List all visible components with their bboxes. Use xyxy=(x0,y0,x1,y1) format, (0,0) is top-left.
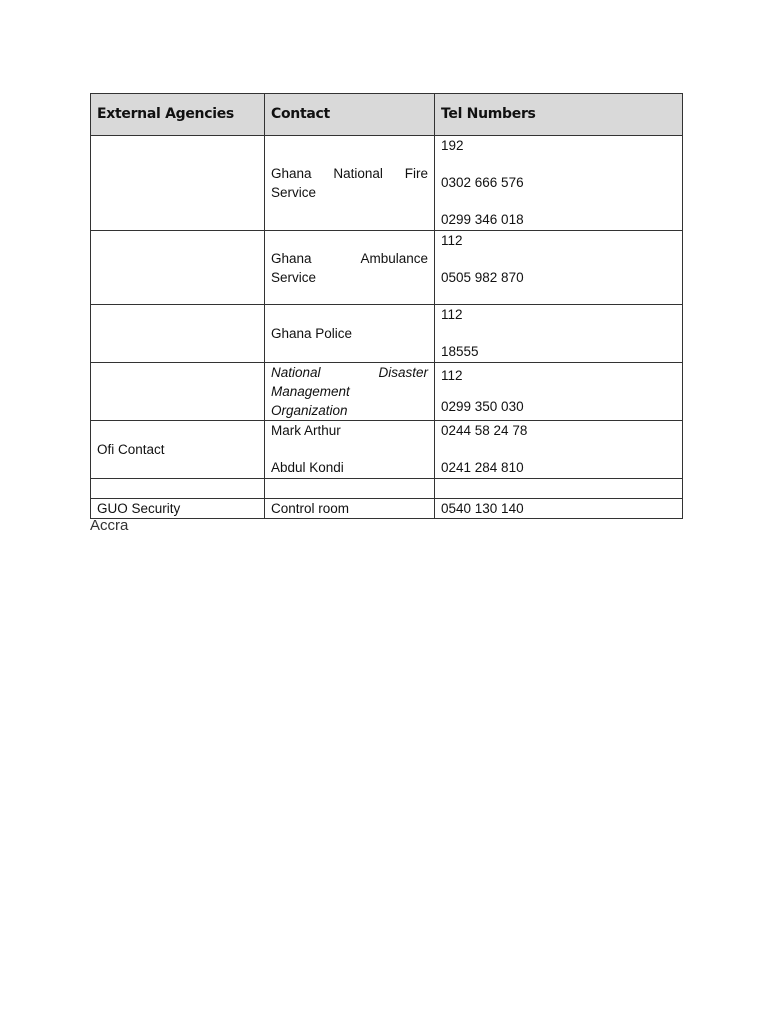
agency-cell xyxy=(91,305,265,363)
contact-cell xyxy=(265,479,435,499)
contact-cell xyxy=(265,421,435,479)
agency-cell xyxy=(91,231,265,305)
table-row xyxy=(91,231,683,305)
tel-number: 0505 982 870 xyxy=(441,270,524,285)
contact-name: Mark Arthur xyxy=(271,423,341,438)
tel-cell xyxy=(435,363,683,421)
contacts-table xyxy=(90,93,683,519)
table-row xyxy=(91,479,683,499)
contact-word: Ambulance xyxy=(360,250,428,266)
tel-number: 0540 130 140 xyxy=(441,501,524,516)
agency-cell: Ofi Contact xyxy=(91,421,265,479)
table-row xyxy=(91,421,683,479)
contact-word: National xyxy=(271,365,321,380)
tel-cell xyxy=(435,499,683,519)
tel-cell xyxy=(435,479,683,499)
header-external-agencies: External Agencies xyxy=(91,94,265,136)
header-tel-numbers: Tel Numbers xyxy=(435,94,683,136)
contact-word: Service xyxy=(271,269,317,285)
tel-number: 0299 346 018 xyxy=(441,212,524,227)
tel-number: 112 xyxy=(441,368,463,383)
contact-word: Disaster xyxy=(378,365,428,380)
contact-word: Service xyxy=(271,185,317,200)
table-row xyxy=(91,499,683,519)
contact-cell xyxy=(265,363,435,421)
table-row xyxy=(91,305,683,363)
contact-word: Management xyxy=(271,384,350,399)
tel-number: 0302 666 576 xyxy=(441,175,524,190)
tel-cell xyxy=(435,421,683,479)
contact-cell: Control room xyxy=(265,499,435,519)
tel-cell xyxy=(435,231,683,305)
tel-cell xyxy=(435,136,683,231)
table-row xyxy=(91,136,683,231)
contact-cell xyxy=(265,136,435,231)
tel-number: 0244 58 24 78 xyxy=(441,423,528,438)
header-contact: Contact xyxy=(265,94,435,136)
tel-number: 0241 284 810 xyxy=(441,460,524,475)
agency-cell xyxy=(91,136,265,231)
tel-number: 112 xyxy=(441,307,463,322)
tel-number: 18555 xyxy=(441,344,479,359)
agency-cell xyxy=(91,363,265,421)
tel-number: 192 xyxy=(441,138,464,153)
contact-name: Abdul Kondi xyxy=(271,460,344,475)
agency-cell: GUO Security xyxy=(91,499,265,519)
tel-number: 0299 350 030 xyxy=(441,399,524,414)
footer-city-text: Accra xyxy=(90,517,129,534)
tel-number: 112 xyxy=(441,233,463,248)
contact-word: Organization xyxy=(271,403,348,418)
contact-cell: Ghana Police xyxy=(265,305,435,363)
contact-word: National xyxy=(333,166,383,181)
contact-word: Ghana xyxy=(271,250,312,266)
contact-word: Fire xyxy=(404,166,428,181)
table-header-row xyxy=(91,94,683,136)
tel-cell xyxy=(435,305,683,363)
contact-cell xyxy=(265,231,435,305)
table-row xyxy=(91,363,683,421)
agency-cell xyxy=(91,479,265,499)
contact-word: Ghana xyxy=(271,166,312,181)
